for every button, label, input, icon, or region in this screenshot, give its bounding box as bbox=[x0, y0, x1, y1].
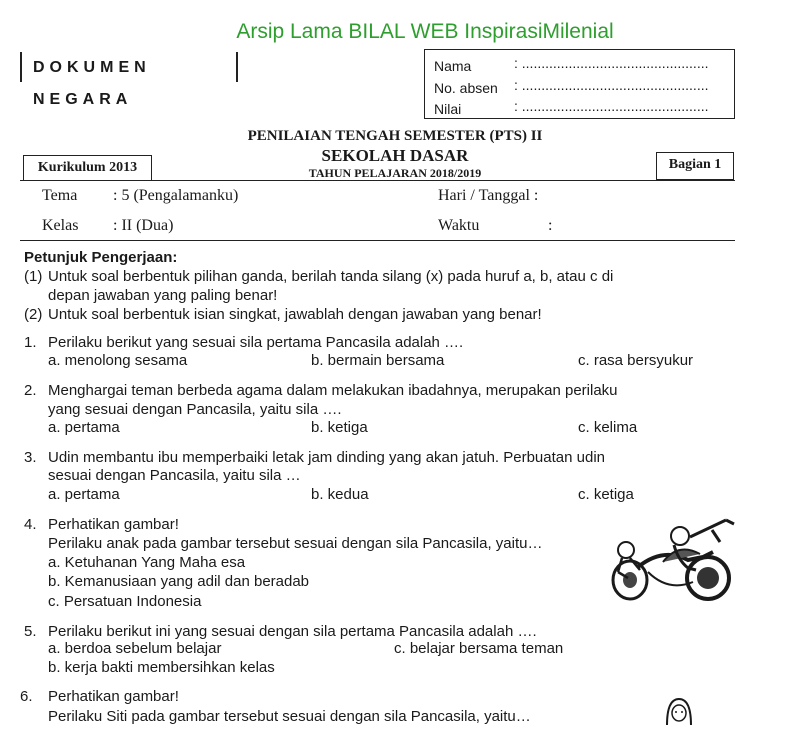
question-2-option-c: c. kelima bbox=[578, 419, 638, 436]
exam-title: PENILAIAN TENGAH SEMESTER (PTS) II bbox=[247, 128, 543, 144]
instruction-2-number: (2) bbox=[24, 306, 43, 323]
instruction-1-line-1: Untuk soal berbentuk pilihan ganda, berilah tanda silang (x) pada huruf a, b, atau c di bbox=[48, 268, 614, 285]
question-4-option-b: b. Kemanusiaan yang adil dan beradab bbox=[48, 573, 310, 590]
question-5-option-c: c. belajar bersama teman bbox=[394, 640, 564, 657]
question-2-option-b: b. ketiga bbox=[311, 419, 368, 436]
question-2-text-line-2: yang sesuai dengan Pancasila, yaitu sila …. bbox=[48, 401, 342, 418]
question-3-option-b: b. kedua bbox=[311, 486, 369, 503]
nilai-row bbox=[434, 98, 714, 117]
question-5-text: Perilaku berikut ini yang sesuai dengan sila pertama Pancasila adalah …. bbox=[48, 623, 537, 640]
question-5-number: 5. bbox=[24, 623, 37, 640]
name-row bbox=[434, 55, 714, 74]
question-2-option-a: a. pertama bbox=[48, 419, 120, 436]
question-6-picture bbox=[664, 695, 694, 725]
question-3-number: 3. bbox=[24, 449, 37, 466]
question-6-text-line-2: Perilaku Siti pada gambar tersebut sesuai dengan sila Pancasila, yaitu… bbox=[48, 708, 531, 725]
question-4-text-line-2: Perilaku anak pada gambar tersebut sesuai dengan sila Pancasila, yaitu… bbox=[48, 535, 543, 552]
question-6-number: 6. bbox=[20, 688, 33, 705]
bagian-box: Bagian 1 bbox=[656, 152, 734, 180]
question-3-option-c: c. ketiga bbox=[578, 486, 634, 503]
question-1-option-c: c. rasa bersyukur bbox=[578, 352, 694, 369]
waktu-colon: : bbox=[548, 217, 553, 234]
question-2-text-line-1: Menghargai teman berbeda agama dalam melakukan ibadahnya, merupakan perilaku bbox=[48, 382, 618, 399]
question-4-number: 4. bbox=[24, 516, 37, 533]
instruction-2-line-1: Untuk soal berbentuk isian singkat, jawablah dengan jawaban yang benar! bbox=[48, 306, 542, 323]
question-6-text-line-1: Perhatikan gambar! bbox=[48, 688, 179, 705]
dokumen-negara-label: DOKUMEN NEGARA bbox=[20, 52, 238, 82]
watermark-text: Arsip Lama BILAL WEB InspirasiMilenial bbox=[236, 20, 614, 43]
header-rule-top bbox=[20, 180, 735, 181]
question-5-option-b: b. kerja bakti membersihkan kelas bbox=[48, 659, 275, 676]
student-id-box bbox=[424, 49, 735, 119]
name-field[interactable]: : ................................................ bbox=[514, 55, 709, 71]
instructions-title: Petunjuk Pengerjaan: bbox=[24, 249, 178, 266]
instruction-1-number: (1) bbox=[24, 268, 43, 285]
question-3-text-line-2: sesuai dengan Pancasila, yaitu sila … bbox=[48, 467, 301, 484]
question-5-option-a: a. berdoa sebelum belajar bbox=[48, 640, 222, 657]
motorcycle-repair-illustration bbox=[608, 512, 736, 604]
header-rule-bottom bbox=[20, 240, 735, 241]
absen-field[interactable]: : ................................................ bbox=[514, 77, 709, 93]
kelas-label: Kelas bbox=[42, 217, 79, 234]
school-year: TAHUN PELAJARAN 2018/2019 bbox=[308, 166, 482, 180]
kelas-value: : II (Dua) bbox=[113, 217, 174, 234]
question-2-number: 2. bbox=[24, 382, 37, 399]
nilai-label: Nilai bbox=[434, 101, 462, 117]
nilai-field[interactable]: : ................................................ bbox=[514, 98, 709, 114]
question-1-text: Perilaku berikut yang sesuai sila pertama Pancasila adalah …. bbox=[48, 334, 464, 351]
absen-label: No. absen bbox=[434, 80, 498, 96]
tema-value: : 5 (Pengalamanku) bbox=[113, 187, 239, 204]
absen-row bbox=[434, 77, 714, 96]
question-1-option-a: a. menolong sesama bbox=[48, 352, 188, 369]
school-level: SEKOLAH DASAR bbox=[321, 146, 469, 165]
waktu-label: Waktu bbox=[438, 217, 480, 234]
kurikulum-box: Kurikulum 2013 bbox=[23, 155, 152, 181]
question-4-text-line-1: Perhatikan gambar! bbox=[48, 516, 179, 533]
name-label: Nama bbox=[434, 58, 472, 74]
question-3-option-a: a. pertama bbox=[48, 486, 120, 503]
question-4-option-c: c. Persatuan Indonesia bbox=[48, 593, 202, 610]
girl-praying-illustration bbox=[664, 695, 694, 725]
question-1-option-b: b. bermain bersama bbox=[311, 352, 445, 369]
question-1-number: 1. bbox=[24, 334, 37, 351]
hari-tanggal-label: Hari / Tanggal : bbox=[438, 187, 539, 204]
question-3-text-line-1: Udin membantu ibu memperbaiki letak jam dinding yang akan jatuh. Perbuatan udin bbox=[48, 449, 605, 466]
question-4-option-a: a. Ketuhanan Yang Maha esa bbox=[48, 554, 246, 571]
question-4-picture bbox=[608, 512, 736, 604]
tema-label: Tema bbox=[42, 187, 78, 204]
instruction-1-line-2: depan jawaban yang paling benar! bbox=[48, 287, 278, 304]
